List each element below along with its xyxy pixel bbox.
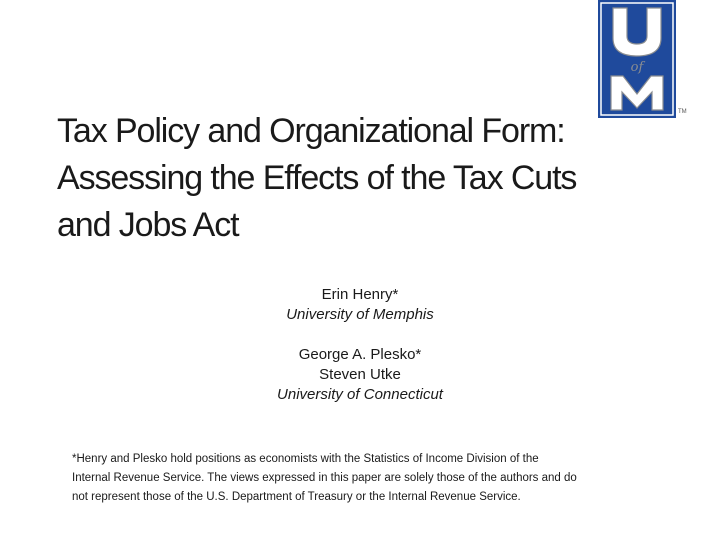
university-of-memphis-logo bbox=[598, 0, 676, 118]
title-line-2: Assessing the Effects of the Tax Cuts bbox=[57, 159, 577, 197]
logo-letter-of: of bbox=[630, 60, 644, 75]
title-line-1: Tax Policy and Organizational Form: bbox=[57, 112, 565, 150]
author-affiliation: University of Memphis bbox=[286, 306, 434, 323]
footnote-line-2: Internal Revenue Service. The views expressed in this paper are solely those of the authors and do bbox=[72, 472, 577, 484]
author-spacer bbox=[160, 325, 560, 345]
author-name: George A. Plesko* bbox=[298, 346, 422, 363]
author-name: Erin Henry* bbox=[321, 286, 399, 303]
author-name: Steven Utke bbox=[319, 366, 401, 383]
footnote-line-3: not represent those of the U.S. Department of Treasury or the Internal Revenue Service. bbox=[72, 491, 521, 503]
title-line-3: and Jobs Act bbox=[57, 206, 239, 244]
footnote-line-1: *Henry and Plesko hold positions as economists with the Statistics of Income Division of the bbox=[72, 453, 539, 465]
footnote bbox=[72, 450, 662, 507]
author-block bbox=[160, 285, 560, 405]
slide-title bbox=[57, 108, 657, 249]
author-affiliation: University of Connecticut bbox=[277, 386, 443, 403]
trademark-symbol: TM bbox=[678, 109, 687, 115]
